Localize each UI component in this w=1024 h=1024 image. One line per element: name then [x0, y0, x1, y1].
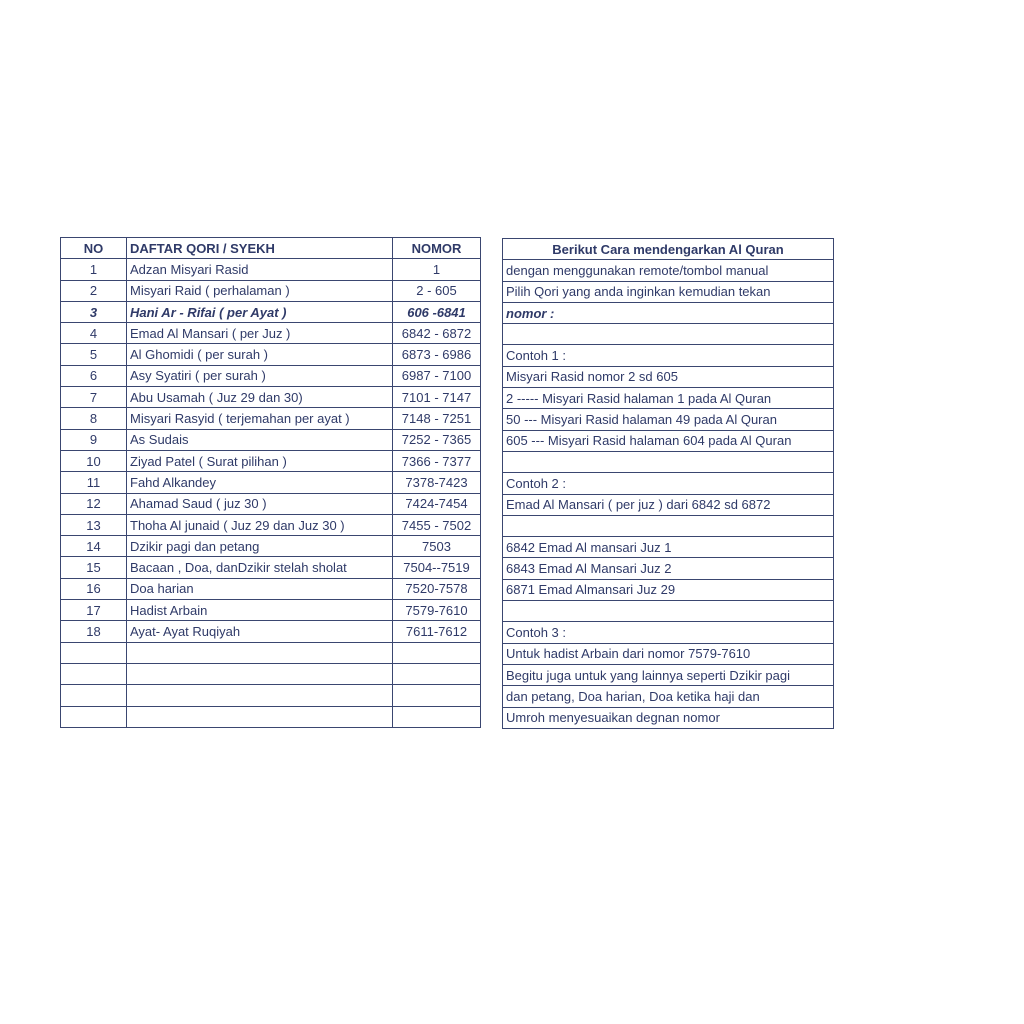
row-number: 7101 - 7147 — [393, 387, 481, 408]
instructions-title: Berikut Cara mendengarkan Al Quran — [503, 239, 834, 260]
instruction-line — [503, 601, 834, 622]
instruction-row — [503, 388, 834, 409]
instruction-line: Contoh 1 : — [503, 345, 834, 366]
header-no: NO — [61, 238, 127, 259]
row-no: 8 — [61, 408, 127, 429]
instruction-line: dengan menggunakan remote/tombol manual — [503, 260, 834, 281]
row-name: Adzan Misyari Rasid — [127, 259, 393, 280]
table-row — [61, 685, 481, 706]
row-name — [127, 642, 393, 663]
row-number: 7252 - 7365 — [393, 429, 481, 450]
instructions-table — [502, 238, 834, 729]
row-number — [393, 706, 481, 727]
table-row — [61, 301, 481, 322]
row-no: 3 — [61, 301, 127, 322]
instruction-row — [503, 281, 834, 302]
row-name: Emad Al Mansari ( per Juz ) — [127, 323, 393, 344]
row-name: As Sudais — [127, 429, 393, 450]
row-number: 6842 - 6872 — [393, 323, 481, 344]
instruction-line: 6843 Emad Al Mansari Juz 2 — [503, 558, 834, 579]
row-number: 2 - 605 — [393, 280, 481, 301]
row-number: 7611-7612 — [393, 621, 481, 642]
instruction-line: Emad Al Mansari ( per juz ) dari 6842 sd 6872 — [503, 494, 834, 515]
instruction-row — [503, 345, 834, 366]
row-number: 7455 - 7502 — [393, 514, 481, 535]
table-row — [61, 450, 481, 471]
instruction-line: Begitu juga untuk yang lainnya seperti Dzikir pagi — [503, 664, 834, 685]
row-name: Dzikir pagi dan petang — [127, 536, 393, 557]
row-number — [393, 642, 481, 663]
row-name — [127, 663, 393, 684]
table-row — [61, 557, 481, 578]
row-name: Al Ghomidi ( per surah ) — [127, 344, 393, 365]
row-number: 1 — [393, 259, 481, 280]
row-name: Thoha Al junaid ( Juz 29 dan Juz 30 ) — [127, 514, 393, 535]
row-number — [393, 663, 481, 684]
instruction-row — [503, 537, 834, 558]
row-number: 606 -6841 — [393, 301, 481, 322]
row-no: 17 — [61, 600, 127, 621]
row-number: 7366 - 7377 — [393, 450, 481, 471]
table-row — [61, 408, 481, 429]
instruction-row — [503, 451, 834, 472]
instruction-line: 605 --- Misyari Rasid halaman 604 pada Al Quran — [503, 430, 834, 451]
row-number: 7520-7578 — [393, 578, 481, 599]
row-name: Hadist Arbain — [127, 600, 393, 621]
table-row — [61, 365, 481, 386]
instruction-row — [503, 622, 834, 643]
row-name: Hani Ar - Rifai ( per Ayat ) — [127, 301, 393, 322]
row-no — [61, 663, 127, 684]
instruction-row — [503, 601, 834, 622]
row-name: Ayat- Ayat Ruqiyah — [127, 621, 393, 642]
row-no: 10 — [61, 450, 127, 471]
instruction-line: Untuk hadist Arbain dari nomor 7579-7610 — [503, 643, 834, 664]
row-number: 6987 - 7100 — [393, 365, 481, 386]
table-row — [61, 600, 481, 621]
table-row — [61, 536, 481, 557]
row-name: Misyari Raid ( perhalaman ) — [127, 280, 393, 301]
table-row — [61, 663, 481, 684]
row-no: 14 — [61, 536, 127, 557]
row-name: Doa harian — [127, 578, 393, 599]
row-no: 16 — [61, 578, 127, 599]
instruction-line: 50 --- Misyari Rasid halaman 49 pada Al Quran — [503, 409, 834, 430]
row-name: Abu Usamah ( Juz 29 dan 30) — [127, 387, 393, 408]
instruction-line: Pilih Qori yang anda inginkan kemudian tekan — [503, 281, 834, 302]
row-no: 11 — [61, 472, 127, 493]
instruction-line: nomor : — [503, 302, 834, 323]
instruction-line: Misyari Rasid nomor 2 sd 605 — [503, 366, 834, 387]
table-row — [61, 621, 481, 642]
instruction-row — [503, 664, 834, 685]
instruction-line: Umroh menyesuaikan degnan nomor — [503, 707, 834, 728]
row-no: 1 — [61, 259, 127, 280]
table-row — [61, 323, 481, 344]
table-header-row — [61, 238, 481, 259]
row-no: 15 — [61, 557, 127, 578]
instruction-row — [503, 515, 834, 536]
row-number: 7148 - 7251 — [393, 408, 481, 429]
row-no: 12 — [61, 493, 127, 514]
row-name: Bacaan , Doa, danDzikir stelah sholat — [127, 557, 393, 578]
table-row — [61, 514, 481, 535]
qori-list-table — [60, 237, 481, 728]
table-row — [61, 493, 481, 514]
row-no — [61, 685, 127, 706]
instruction-row — [503, 686, 834, 707]
instruction-line: 6842 Emad Al mansari Juz 1 — [503, 537, 834, 558]
instruction-line — [503, 324, 834, 345]
instruction-line: Contoh 3 : — [503, 622, 834, 643]
row-no: 9 — [61, 429, 127, 450]
instruction-row — [503, 707, 834, 728]
instruction-line — [503, 451, 834, 472]
instruction-row — [503, 579, 834, 600]
row-number: 7503 — [393, 536, 481, 557]
row-no: 2 — [61, 280, 127, 301]
instruction-line: 6871 Emad Almansari Juz 29 — [503, 579, 834, 600]
table-row — [61, 642, 481, 663]
header-number: NOMOR — [393, 238, 481, 259]
row-name: Ahamad Saud ( juz 30 ) — [127, 493, 393, 514]
row-no: 18 — [61, 621, 127, 642]
instruction-line: Contoh 2 : — [503, 473, 834, 494]
table-row — [61, 578, 481, 599]
table-row — [61, 472, 481, 493]
instructions-header-row — [503, 239, 834, 260]
table-row — [61, 344, 481, 365]
row-no: 7 — [61, 387, 127, 408]
instruction-row — [503, 494, 834, 515]
row-number: 6873 - 6986 — [393, 344, 481, 365]
table-row — [61, 387, 481, 408]
table-row — [61, 280, 481, 301]
row-number — [393, 685, 481, 706]
row-number: 7579-7610 — [393, 600, 481, 621]
instruction-row — [503, 366, 834, 387]
row-no — [61, 706, 127, 727]
instruction-row — [503, 430, 834, 451]
instruction-row — [503, 409, 834, 430]
row-name — [127, 685, 393, 706]
row-no — [61, 642, 127, 663]
row-number: 7424-7454 — [393, 493, 481, 514]
instruction-line: dan petang, Doa harian, Doa ketika haji dan — [503, 686, 834, 707]
row-name: Fahd Alkandey — [127, 472, 393, 493]
row-no: 5 — [61, 344, 127, 365]
table-row — [61, 259, 481, 280]
row-number: 7504--7519 — [393, 557, 481, 578]
instruction-row — [503, 473, 834, 494]
instruction-row — [503, 643, 834, 664]
row-no: 13 — [61, 514, 127, 535]
instruction-row — [503, 558, 834, 579]
row-no: 6 — [61, 365, 127, 386]
row-name — [127, 706, 393, 727]
row-no: 4 — [61, 323, 127, 344]
row-name: Misyari Rasyid ( terjemahan per ayat ) — [127, 408, 393, 429]
instruction-line: 2 ----- Misyari Rasid halaman 1 pada Al Quran — [503, 388, 834, 409]
row-number: 7378-7423 — [393, 472, 481, 493]
header-name: DAFTAR QORI / SYEKH — [127, 238, 393, 259]
instruction-line — [503, 515, 834, 536]
instruction-row — [503, 324, 834, 345]
instruction-row — [503, 302, 834, 323]
table-row — [61, 429, 481, 450]
row-name: Asy Syatiri ( per surah ) — [127, 365, 393, 386]
instruction-row — [503, 260, 834, 281]
table-row — [61, 706, 481, 727]
row-name: Ziyad Patel ( Surat pilihan ) — [127, 450, 393, 471]
